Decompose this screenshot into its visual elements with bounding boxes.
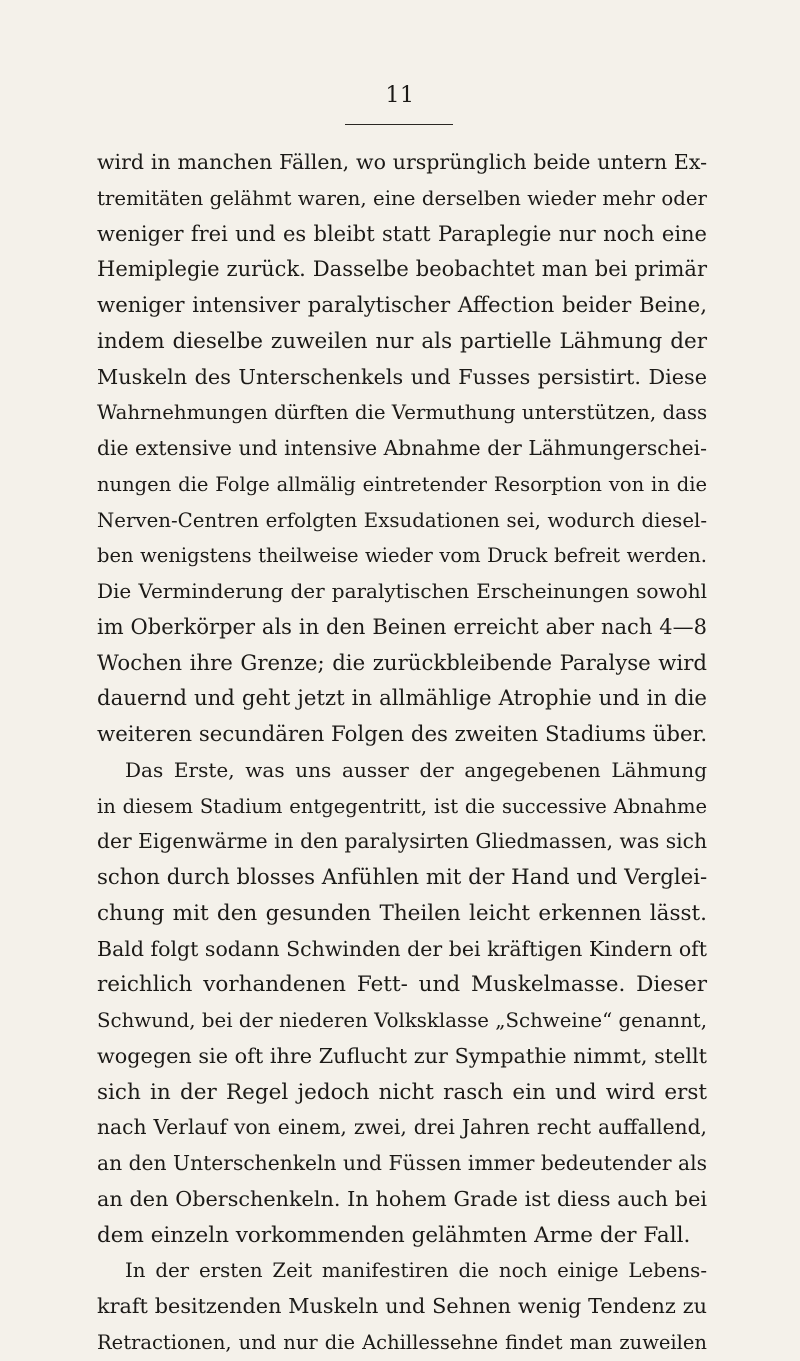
text-line: wird in manchen Fällen, wo ursprünglich beide untern Ex- — [97, 150, 707, 174]
text-line: dauernd und geht jetzt in allmählige Atrophie und in die — [97, 686, 707, 712]
text-line: an den Unterschenkeln und Füssen immer bedeutender als — [97, 1151, 707, 1175]
text-line: Nerven-Centren erfolgten Exsudationen sei, wodurch diesel- — [97, 508, 707, 532]
text-line: weiteren secundären Folgen des zweiten Stadiums über. — [97, 722, 708, 747]
text-line: die extensive und intensive Abnahme der Lähmungerschei- — [97, 436, 707, 460]
text-line: chung mit den gesunden Theilen leicht erkennen lässt. — [97, 900, 707, 926]
text-line: sich in der Regel jedoch nicht rasch ein und wird erst — [97, 1079, 707, 1105]
text-line: In der ersten Zeit manifestiren die noch einige Lebens- — [125, 1259, 707, 1283]
text-line: weniger intensiver paralytischer Affection beider Beine, — [97, 293, 707, 318]
text-line: Die Verminderung der paralytischen Erscheinungen sowohl — [97, 579, 707, 603]
text-line: nungen die Folge allmälig eintretender Resorption von in die — [97, 472, 707, 496]
text-line: Wochen ihre Grenze; die zurückbleibende Paralyse wird — [97, 650, 707, 676]
text-line: reichlich vorhandenen Fett- und Muskelmasse. Dieser — [97, 972, 707, 998]
page-number: 11 — [385, 83, 415, 108]
text-line: weniger frei und es bleibt statt Paraplegie nur noch eine — [97, 221, 707, 246]
text-line: Das Erste, was uns ausser der angegebenen Lähmung — [125, 757, 707, 782]
text-line: dem einzeln vorkommenden gelähmten Arme der Fall. — [97, 1222, 691, 1248]
text-line: der Eigenwärme in den paralysirten Gliedmassen, was sich — [97, 829, 707, 854]
text-line: im Oberkörper als in den Beinen erreicht aber nach 4—8 — [97, 614, 707, 639]
text-line: in diesem Stadium entgegentritt, ist die successive Abnahme — [97, 794, 707, 818]
text-line: Muskeln des Unterschenkels und Fusses persistirt. Diese — [97, 364, 707, 389]
text-line: an den Oberschenkeln. In hohem Grade ist diess auch bei — [97, 1186, 707, 1211]
text-line: ben wenigstens theilweise wieder vom Druck befreit werden. — [97, 544, 707, 568]
text-line: tremitäten gelähmt waren, eine derselben wieder mehr oder — [97, 186, 707, 210]
text-line: Retractionen, und nur die Achillessehne findet man zuweilen — [97, 1330, 707, 1354]
text-line: Wahrnehmungen dürften die Vermuthung unterstützen, dass — [97, 401, 708, 425]
text-line: schon durch blosses Anfühlen mit der Hand und Verglei- — [97, 865, 708, 890]
text-line: kraft besitzenden Muskeln und Sehnen wenig Tendenz zu — [97, 1294, 707, 1318]
text-line: Bald folgt sodann Schwinden der bei kräftigen Kindern oft — [97, 936, 707, 961]
text-line: indem dieselbe zuweilen nur als partielle Lähmung der — [97, 328, 707, 354]
text-line: nach Verlauf von einem, zwei, drei Jahren recht auffallend, — [97, 1115, 707, 1140]
body-text — [97, 145, 707, 1361]
header-rule — [345, 124, 453, 125]
text-line: wogegen sie oft ihre Zuflucht zur Sympathie nimmt, stellt — [97, 1043, 707, 1068]
text-line: Hemiplegie zurück. Dasselbe beobachtet man bei primär — [97, 257, 707, 282]
text-line: Schwund, bei der niederen Volksklasse „Schweine“ genannt, — [97, 1009, 707, 1032]
